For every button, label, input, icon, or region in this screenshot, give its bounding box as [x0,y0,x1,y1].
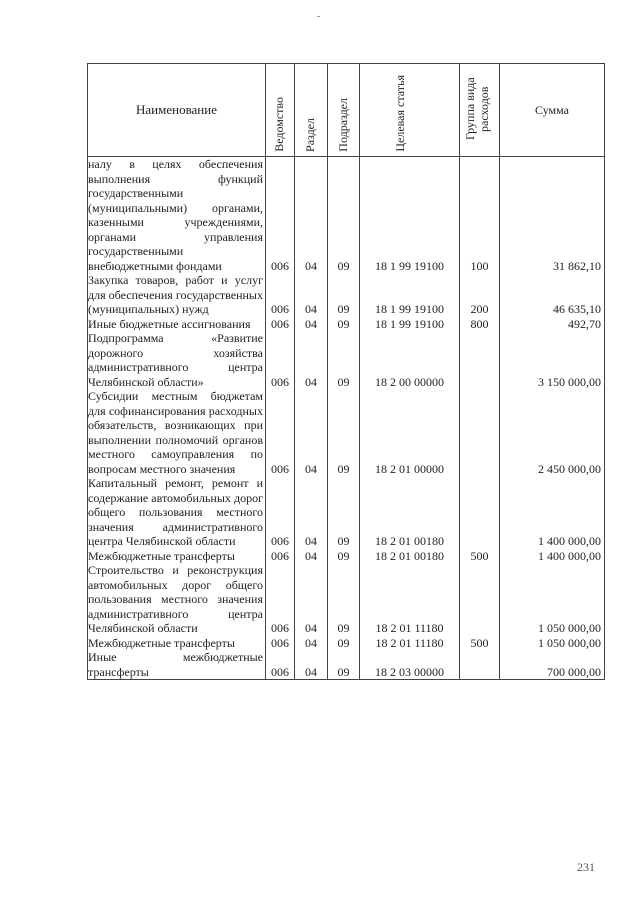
row-name: Межбюджетные трансферты [88,549,266,564]
row-gruppa [460,650,500,680]
row-razdel: 04 [295,331,328,389]
row-vedomstvo: 006 [266,650,295,680]
header-stat: Целевая статья [360,64,460,157]
row-stat: 18 2 01 11180 [360,563,460,636]
row-summa: 1 400 000,00 [500,549,605,564]
row-summa: 31 862,10 [500,157,605,274]
row-podrazdel: 09 [328,273,360,317]
row-summa: 492,70 [500,317,605,332]
table-row [88,273,605,317]
row-name: Межбюджетные трансферты [88,636,266,651]
row-podrazdel: 09 [328,317,360,332]
row-gruppa: 800 [460,317,500,332]
row-gruppa: 100 [460,157,500,274]
table-row [88,549,605,564]
row-razdel: 04 [295,389,328,476]
row-vedomstvo: 006 [266,636,295,651]
row-podrazdel: 09 [328,563,360,636]
row-razdel: 04 [295,549,328,564]
row-stat: 18 1 99 19100 [360,157,460,274]
page-number: 231 [577,860,595,874]
row-vedomstvo: 006 [266,563,295,636]
row-podrazdel: 09 [328,157,360,274]
row-razdel: 04 [295,157,328,274]
row-summa: 1 050 000,00 [500,563,605,636]
budget-table [87,63,604,680]
table-row [88,331,605,389]
row-podrazdel: 09 [328,549,360,564]
header-vedomstvo: Ведомство [266,64,295,157]
table-row [88,650,605,680]
header-summa: Сумма [500,64,605,157]
row-vedomstvo: 006 [266,331,295,389]
row-summa: 46 635,10 [500,273,605,317]
row-razdel: 04 [295,476,328,549]
row-name: Иные бюджетные ассигнования [88,317,266,332]
row-vedomstvo: 006 [266,549,295,564]
row-summa: 3 150 000,00 [500,331,605,389]
header-podrazdel: Подраздел [328,64,360,157]
table-row [88,317,605,332]
row-stat: 18 2 01 00180 [360,549,460,564]
row-gruppa: 200 [460,273,500,317]
row-podrazdel: 09 [328,476,360,549]
row-podrazdel: 09 [328,636,360,651]
row-name: Субсидии местным бюджетам для софинансирования расходных обязательств, возникающих при выполнении полномочий органов местного самоуправления по вопросам местного значения [88,389,266,476]
row-stat: 18 1 99 19100 [360,273,460,317]
row-name: Капитальный ремонт, ремонт и содержание автомобильных дорог общего пользования местного значения административного центра Челябинской области [88,476,266,549]
row-razdel: 04 [295,650,328,680]
row-stat: 18 2 01 11180 [360,636,460,651]
row-name: Закупка товаров, работ и услуг для обеспечения государственных (муниципальных) нужд [88,273,266,317]
table-row [88,476,605,549]
header-razdel: Раздел [295,64,328,157]
table-row [88,636,605,651]
row-stat: 18 2 01 00180 [360,476,460,549]
row-stat: 18 2 03 00000 [360,650,460,680]
row-razdel: 04 [295,273,328,317]
row-gruppa [460,563,500,636]
row-gruppa [460,389,500,476]
row-summa: 1 400 000,00 [500,476,605,549]
row-podrazdel: 09 [328,389,360,476]
row-stat: 18 2 01 00000 [360,389,460,476]
row-vedomstvo: 006 [266,157,295,274]
row-summa: 1 050 000,00 [500,636,605,651]
scan-mark [317,16,320,17]
row-summa: 700 000,00 [500,650,605,680]
row-stat: 18 1 99 19100 [360,317,460,332]
row-podrazdel: 09 [328,331,360,389]
header-gruppa: Группа вида расходов [460,64,500,157]
row-razdel: 04 [295,563,328,636]
header-name: Наименование [88,64,266,157]
row-name: Иные межбюджетные трансферты [88,650,266,680]
row-summa: 2 450 000,00 [500,389,605,476]
row-vedomstvo: 006 [266,317,295,332]
row-stat: 18 2 00 00000 [360,331,460,389]
row-gruppa: 500 [460,549,500,564]
row-gruppa [460,331,500,389]
row-vedomstvo: 006 [266,273,295,317]
row-gruppa: 500 [460,636,500,651]
row-vedomstvo: 006 [266,389,295,476]
table-header-row [88,64,605,157]
row-razdel: 04 [295,636,328,651]
table-row [88,563,605,636]
row-podrazdel: 09 [328,650,360,680]
row-gruppa [460,476,500,549]
row-vedomstvo: 006 [266,476,295,549]
row-name: налу в целях обеспечения выполнения функций государственными (муниципальными) органами, казенными учреждениями, органами управления государственными внебюджетными фондами [88,157,266,274]
row-name: Подпрограмма «Развитие дорожного хозяйства административного центра Челябинской области» [88,331,266,389]
row-name: Строительство и реконструкция автомобильных дорог общего пользования местного значения административного центра Челябинской области [88,563,266,636]
table-row [88,389,605,476]
row-razdel: 04 [295,317,328,332]
table-row [88,157,605,274]
